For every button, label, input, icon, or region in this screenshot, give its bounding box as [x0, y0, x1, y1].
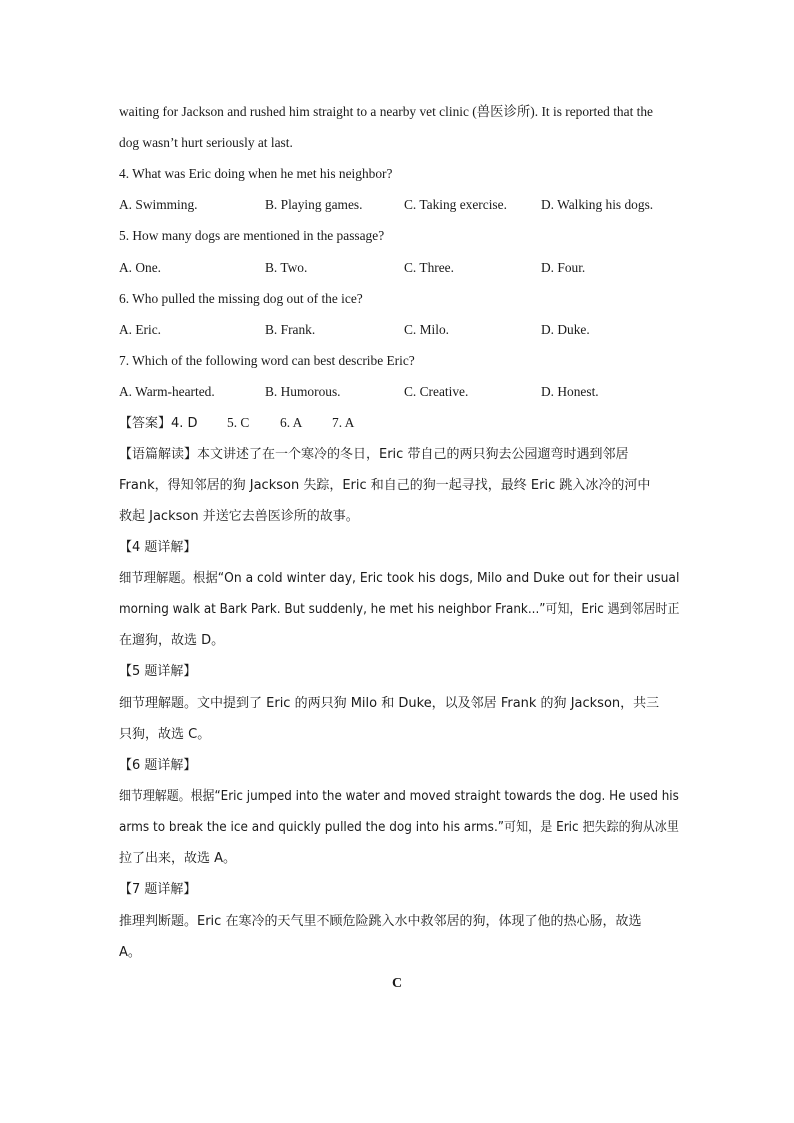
question-4: 4. What was Eric doing when he met his neighbor?	[119, 166, 393, 181]
summary-line: 【语篇解读】本文讲述了在一个寒冷的冬日，Eric 带自己的两只狗去公园遛弯时遇到邻居	[119, 447, 629, 462]
passage-line: waiting for Jackson and rushed him straight to a nearby vet clinic (兽医诊所). It is reported that the	[119, 104, 653, 119]
explanation-heading-7: 【7 题详解】	[119, 882, 197, 897]
option-d: D. Duke.	[541, 322, 590, 337]
question-5: 5. How many dogs are mentioned in the passage?	[119, 228, 385, 243]
option-d: D. Honest.	[541, 384, 599, 399]
question-4-options	[119, 195, 679, 215]
option-a: A. One.	[119, 260, 162, 275]
explanation-line: 在遛狗，故选 D。	[119, 633, 225, 648]
explanation-heading-6: 【6 题详解】	[119, 758, 197, 773]
option-a: A. Warm-hearted.	[119, 384, 215, 399]
summary-line: Frank，得知邻居的狗 Jackson 失踪，Eric 和自己的狗一起寻找，最终 Eric 跳入冰冷的河中	[119, 478, 651, 493]
option-b: B. Two.	[265, 260, 308, 275]
option-b: B. Playing games.	[265, 197, 363, 212]
question-7-options	[119, 382, 679, 402]
explanation-line: 拉了出来，故选 A。	[119, 851, 237, 866]
passage-line: dog wasn’t hurt seriously at last.	[119, 135, 293, 150]
answer-5: 5. C	[227, 415, 250, 430]
option-d: D. Walking his dogs.	[541, 197, 654, 212]
explanation-line: 细节理解题。根据“Eric jumped into the water and moved straight towards the dog. He used his	[119, 789, 679, 804]
option-a: A. Swimming.	[119, 197, 198, 212]
explanation-heading-5: 【5 题详解】	[119, 664, 197, 679]
option-a: A. Eric.	[119, 322, 162, 337]
explanation-line: A。	[119, 945, 141, 960]
explanation-line: 细节理解题。根据“On a cold winter day, Eric took his dogs, Milo and Duke out for their usual	[119, 571, 680, 586]
option-d: D. Four.	[541, 260, 586, 275]
question-7: 7. Which of the following word can best describe Eric?	[119, 353, 415, 368]
explanation-line: arms to break the ice and quickly pulled the dog into his arms.”可知，是 Eric 把失踪的狗从冰里	[119, 820, 679, 835]
answer-label: 【答案】4. D	[119, 416, 198, 431]
option-c: C. Creative.	[404, 384, 469, 399]
explanation-line: 只狗，故选 C。	[119, 727, 211, 742]
option-b: B. Humorous.	[265, 384, 341, 399]
answer-6: 6. A	[280, 415, 303, 430]
answer-7: 7. A	[332, 415, 355, 430]
explanation-line: 细节理解题。文中提到了 Eric 的两只狗 Milo 和 Duke，以及邻居 Frank 的狗 Jackson，共三	[119, 696, 660, 711]
answer-line	[119, 413, 354, 434]
question-6-options	[119, 320, 679, 340]
option-c: C. Three.	[404, 260, 454, 275]
question-5-options	[119, 258, 679, 278]
option-b: B. Frank.	[265, 322, 316, 337]
option-c: C. Milo.	[404, 322, 450, 337]
option-c: C. Taking exercise.	[404, 197, 507, 212]
explanation-line: morning walk at Bark Park. But suddenly, he met his neighbor Frank...”可知，Eric 遇到邻居时正	[119, 602, 680, 617]
question-6: 6. Who pulled the missing dog out of the ice?	[119, 291, 363, 306]
summary-line: 救起 Jackson 并送它去兽医诊所的故事。	[119, 509, 359, 524]
explanation-heading-4: 【4 题详解】	[119, 540, 197, 555]
explanation-line: 推理判断题。Eric 在寒冷的天气里不顾危险跳入水中救邻居的狗，体现了他的热心肠，故选	[119, 914, 642, 929]
section-heading: C	[391, 976, 403, 991]
